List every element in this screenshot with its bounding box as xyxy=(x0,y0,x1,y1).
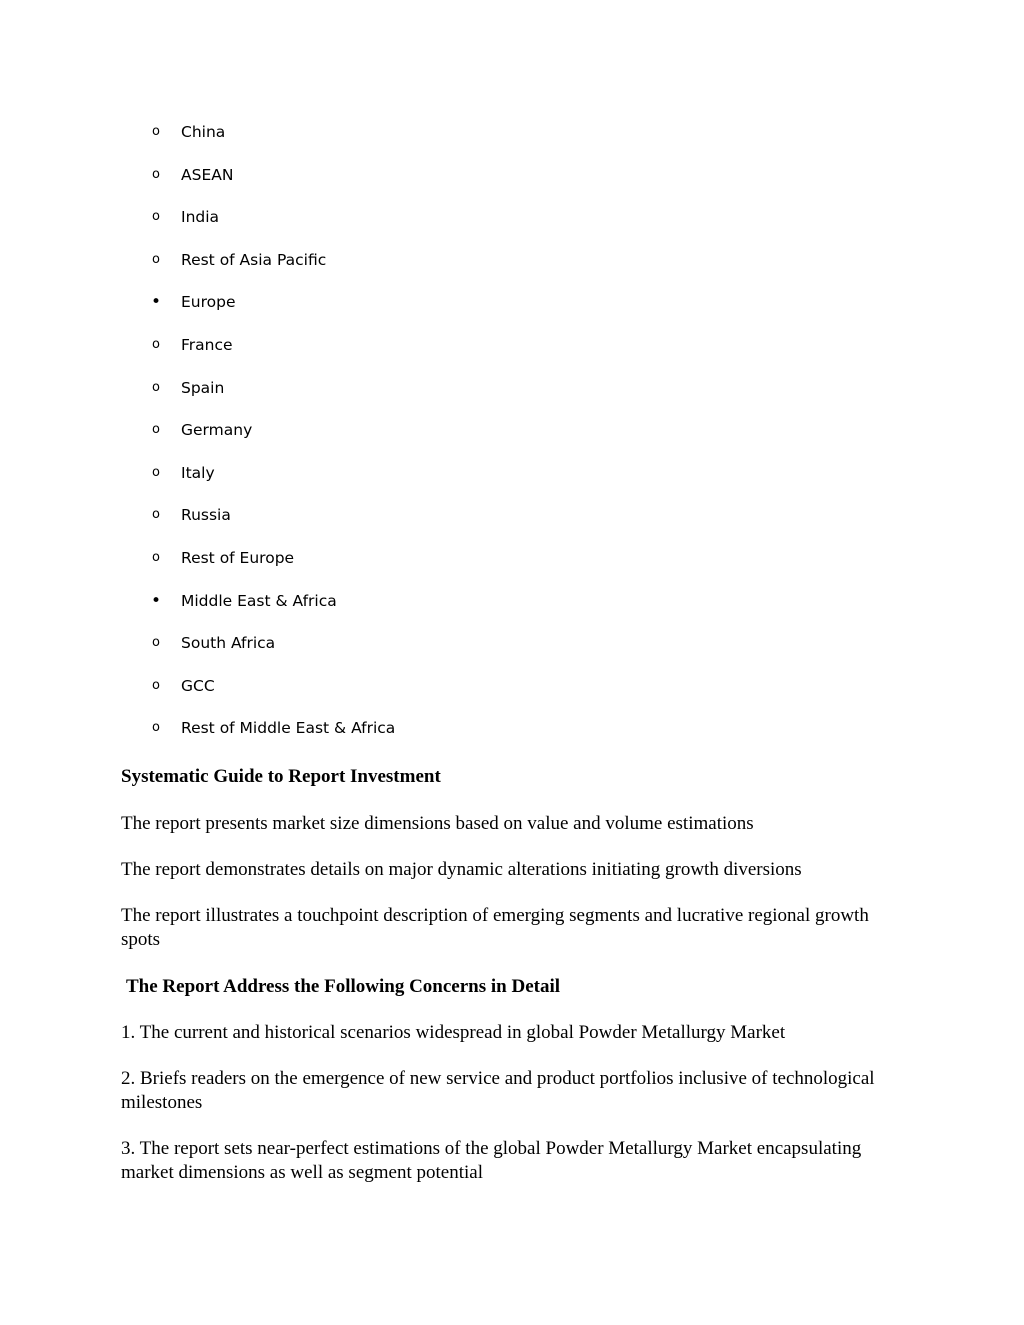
list-item xyxy=(0,673,1024,716)
concerns-heading: The Report Address the Following Concerns in Detail xyxy=(126,976,561,997)
list-item-label: South Africa xyxy=(181,634,276,653)
list-item-label: France xyxy=(181,335,233,354)
list-item-label: Rest of Europe xyxy=(181,548,295,567)
list-item-label: Russia xyxy=(181,506,231,525)
list-item-label: Spain xyxy=(181,378,225,397)
region-list xyxy=(0,119,1024,758)
list-item-label: Germany xyxy=(181,421,253,440)
concern-point: 1. The current and historical scenarios widespread in global Powder Metallurgy Market xyxy=(121,1022,786,1043)
list-item-label: China xyxy=(181,123,226,141)
circle-bullet-icon: o xyxy=(152,720,160,736)
list-item xyxy=(0,375,1024,418)
list-item-label: Europe xyxy=(181,293,236,312)
circle-bullet-icon: o xyxy=(152,635,160,651)
list-item xyxy=(0,545,1024,588)
circle-bullet-icon: o xyxy=(152,677,160,693)
list-item xyxy=(0,289,1024,332)
concern-point: 2. Briefs readers on the emergence of new service and product portfolios inclusive of technological milestones xyxy=(121,1068,875,1113)
circle-bullet-icon: o xyxy=(152,549,160,565)
circle-bullet-icon: o xyxy=(152,336,160,352)
list-item xyxy=(0,588,1024,631)
circle-bullet-icon: o xyxy=(152,507,160,523)
circle-bullet-icon: o xyxy=(152,124,160,139)
guide-point: The report illustrates a touchpoint description of emerging segments and lucrative regional growth spots xyxy=(121,905,869,950)
guide-heading: Systematic Guide to Report Investment xyxy=(121,766,441,787)
list-item xyxy=(0,119,1024,162)
circle-bullet-icon: o xyxy=(152,464,160,480)
list-item xyxy=(0,332,1024,375)
list-item-label: Italy xyxy=(181,463,215,482)
circle-bullet-icon: o xyxy=(152,209,160,225)
list-item xyxy=(0,502,1024,545)
list-item-label: Rest of Asia Pacific xyxy=(181,250,327,269)
list-item-label: GCC xyxy=(181,676,215,695)
list-item xyxy=(0,162,1024,205)
disc-bullet-icon: • xyxy=(150,292,162,313)
disc-bullet-icon: • xyxy=(150,590,162,611)
list-item xyxy=(0,204,1024,247)
guide-point: The report presents market size dimensions based on value and volume estimations xyxy=(121,813,754,834)
circle-bullet-icon: o xyxy=(152,251,160,267)
circle-bullet-icon: o xyxy=(152,379,160,395)
list-item xyxy=(0,417,1024,460)
circle-bullet-icon: o xyxy=(152,422,160,438)
list-item-label: India xyxy=(181,208,220,227)
list-item-label: Middle East & Africa xyxy=(181,591,337,610)
concern-point: 3. The report sets near-perfect estimations of the global Powder Metallurgy Market encapsulating market dimensions as well as segment potential xyxy=(121,1138,862,1183)
list-item xyxy=(0,247,1024,290)
list-item xyxy=(0,460,1024,503)
list-item xyxy=(0,630,1024,673)
list-item-label: Rest of Middle East & Africa xyxy=(181,719,396,738)
list-item xyxy=(0,715,1024,758)
circle-bullet-icon: o xyxy=(152,166,160,182)
list-item-label: ASEAN xyxy=(181,165,234,184)
guide-point: The report demonstrates details on major dynamic alterations initiating growth diversions xyxy=(121,859,802,880)
